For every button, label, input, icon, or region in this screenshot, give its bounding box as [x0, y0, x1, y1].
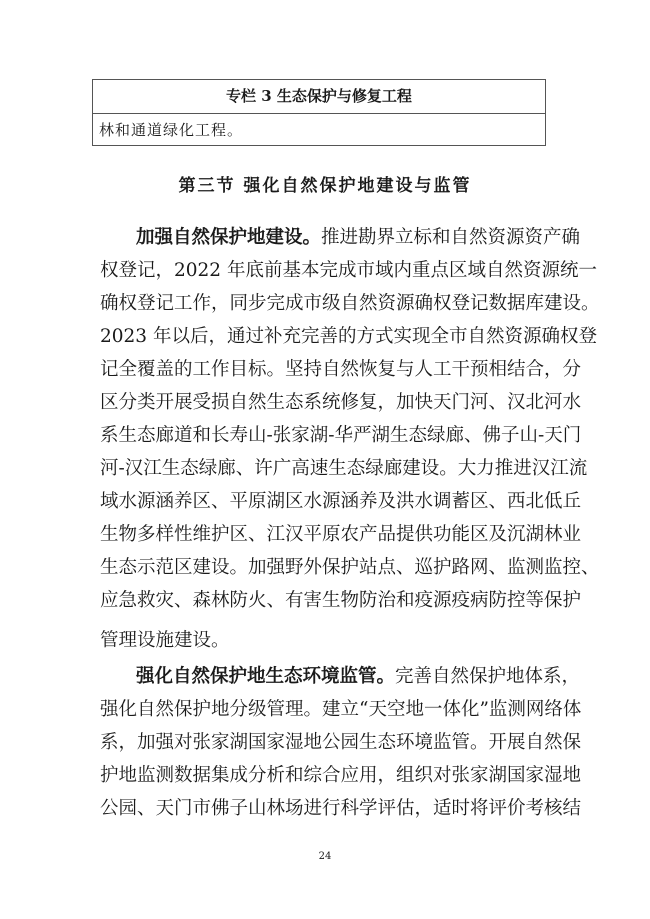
- paragraph-line: 区分类开展受损自然生态系统修复，加快天门河、汉北河水: [100, 392, 582, 413]
- paragraph-text: 推进勘界立标和自然资源资产确: [321, 227, 581, 248]
- paragraph-line: 系生态廊道和长寿山-张家湖-华严湖生态绿廊、佛子山-天门: [100, 425, 582, 446]
- paragraph-line: 确权登记工作，同步完成市级自然资源确权登记数据库建设。: [100, 293, 600, 314]
- feature-box-title: 专栏 3 生态保护与修复工程: [93, 80, 545, 114]
- paragraph-line: 域水源涵养区、平原湖区水源涵养及洪水调蓄区、西北低丘: [100, 491, 582, 512]
- paragraph-line: 记全覆盖的工作目标。坚持自然恢复与人工干预相结合，分: [100, 359, 582, 380]
- paragraph-line: 生物多样性维护区、江汉平原农产品提供功能区及沉湖林业: [100, 524, 582, 545]
- paragraph-line: 河-汉江生态绿廊、许广高速生态绿廊建设。大力推进汉江流: [100, 458, 588, 479]
- page-number: 24: [318, 851, 332, 862]
- paragraph-line: 护地监测数据集成分析和综合应用，组织对张家湖国家湿地: [100, 765, 582, 786]
- paragraph-line: [136, 664, 581, 690]
- feature-box-content: 林和通道绿化工程。: [99, 121, 244, 139]
- feature-box: [92, 79, 546, 146]
- paragraph-line: 权登记，2022 年底前基本完成市域内重点区域自然资源统一: [100, 260, 597, 281]
- paragraph-line: 应急救灾、森林防火、有害生物防治和疫源疫病防控等保护: [100, 590, 582, 611]
- paragraph-text: 完善自然保护地体系，: [395, 666, 581, 687]
- paragraph-line: 管理设施建设。: [100, 630, 230, 651]
- paragraph-line: 强化自然保护地分级管理。建立“天空地一体化”监测网络体: [100, 699, 582, 720]
- paragraph-line: 公园、天门市佛子山林场进行科学评估，适时将评价考核结: [100, 798, 582, 819]
- paragraph-line: 2023 年以后，通过补充完善的方式实现全市自然资源确权登: [100, 326, 597, 347]
- paragraph-line: 生态示范区建设。加强野外保护站点、巡护路网、监测监控、: [100, 557, 600, 578]
- paragraph-line: 系，加强对张家湖国家湿地公园生态环境监管。开展自然保: [100, 732, 582, 753]
- section-heading: 第三节 强化自然保护地建设与监管: [178, 176, 472, 196]
- paragraph-lead: 加强自然保护地建设。: [136, 227, 322, 248]
- paragraph-line: [136, 225, 581, 251]
- paragraph-lead: 强化自然保护地生态环境监管。: [136, 666, 396, 687]
